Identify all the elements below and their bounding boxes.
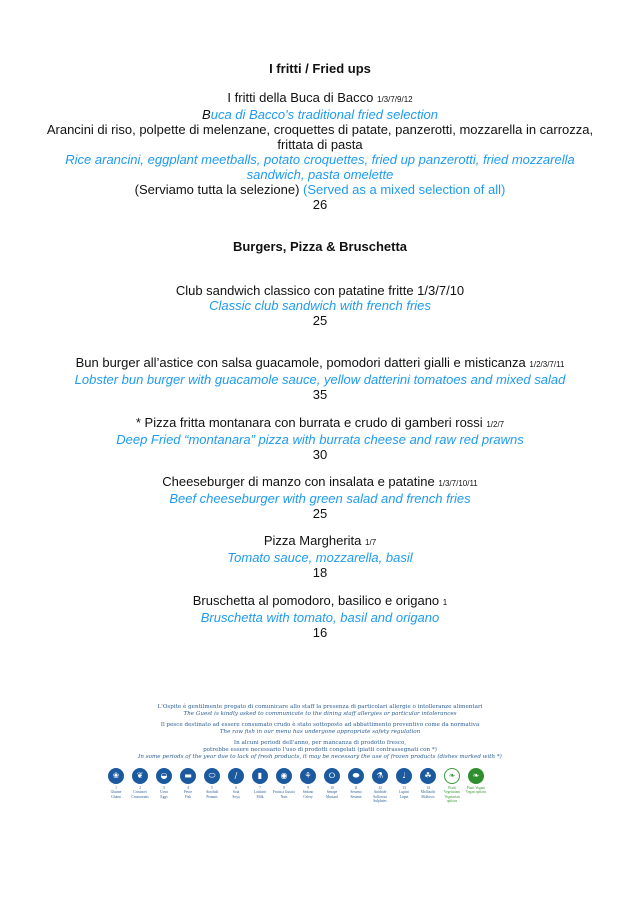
allergy-notice bbox=[100, 704, 540, 718]
item-name: I fritti della Buca di Bacco bbox=[227, 90, 374, 105]
allergen-num: 14 bbox=[426, 786, 430, 790]
item-english: Lobster bun burger with guacamole sauce, yellow datterini tomatoes and mixed salad bbox=[74, 372, 566, 387]
allergen-legend-item bbox=[272, 768, 296, 803]
item-english: Beef cheeseburger with green salad and french fries bbox=[169, 491, 471, 506]
allergen-legend-item bbox=[128, 768, 152, 803]
allergen-it: Latticini bbox=[253, 790, 267, 795]
allergen-en: Celery bbox=[303, 794, 313, 799]
section-title: Burgers, Pizza & Bruschetta bbox=[232, 239, 408, 254]
mustard-icon: ⭘ bbox=[324, 768, 340, 784]
allergen-it: Senape bbox=[326, 790, 338, 795]
allergen-it: Piatti Vegani bbox=[466, 786, 486, 790]
allergen-num: 1 bbox=[115, 786, 117, 790]
item-price: 18 bbox=[312, 565, 328, 580]
allergen-en: Mustard bbox=[326, 794, 338, 799]
allergen-it: Soia bbox=[232, 790, 240, 795]
menu-item bbox=[20, 355, 620, 402]
item-price: 35 bbox=[312, 387, 328, 402]
allergen-it: Uova bbox=[160, 790, 168, 795]
item-name: Pizza Margherita bbox=[263, 533, 362, 548]
allergen-num: 11 bbox=[354, 786, 358, 790]
item-allergens: 1/3/7/9/12 bbox=[377, 95, 413, 104]
item-english: uca di Bacco's traditional fried selection bbox=[210, 107, 438, 122]
section-title: I fritti / Fried ups bbox=[269, 61, 371, 76]
item-name: Bruschetta al pomodoro, basilico e origano bbox=[192, 593, 440, 608]
allergen-num: 3 bbox=[163, 786, 165, 790]
item-allergens: 1/3/7/10/11 bbox=[438, 479, 478, 488]
peanut-icon: ⬭ bbox=[204, 768, 220, 784]
allergen-legend-item bbox=[200, 768, 224, 803]
vegetarian-leaf-icon: ❧ bbox=[444, 768, 460, 784]
allergen-legend-item bbox=[296, 768, 320, 803]
allergen-it: Glutine bbox=[110, 790, 122, 795]
allergen-legend-item bbox=[320, 768, 344, 803]
wheat-icon: ❀ bbox=[108, 768, 124, 784]
allergen-en: Fish bbox=[184, 794, 192, 799]
allergen-en: Eggs bbox=[160, 794, 168, 799]
allergen-num: 13 bbox=[402, 786, 406, 790]
allergen-en: Vegetarian options bbox=[444, 794, 460, 803]
allergy-notice-en: The Guest is kindly asked to communicate to the dining staff allergies or particular intolerances bbox=[183, 711, 457, 717]
allergen-legend-item bbox=[416, 768, 440, 803]
allergen-it: Anidride Solforosa bbox=[373, 790, 387, 799]
item-price: 16 bbox=[312, 625, 328, 640]
allergen-en: Soya bbox=[232, 794, 240, 799]
item-name: Club sandwich classico con patatine fritte 1/3/7/10 bbox=[175, 283, 465, 298]
menu-item bbox=[40, 533, 600, 580]
flask-icon: ⚗ bbox=[372, 768, 388, 784]
allergen-num: 8 bbox=[283, 786, 285, 790]
egg-icon: ◒ bbox=[156, 768, 172, 784]
allergen-legend-item bbox=[176, 768, 200, 803]
allergen-en: Molluscs bbox=[421, 794, 435, 799]
item-description-english: Rice arancini, eggplant meetballs, potato croquettes, fried up panzerotti, fried mozzarella sandwich, pasta omelette bbox=[65, 152, 575, 182]
item-note: (Serviamo tutta la selezione) bbox=[134, 182, 300, 197]
frozen-notice bbox=[60, 740, 580, 761]
allergen-en: Vegan options bbox=[465, 790, 487, 795]
sesame-icon: ⬬ bbox=[348, 768, 364, 784]
allergen-en: Gluten bbox=[111, 794, 121, 799]
item-allergens: 1 bbox=[442, 598, 448, 607]
celery-icon: ⚘ bbox=[300, 768, 316, 784]
item-english-initial: B bbox=[202, 107, 211, 122]
item-english: Tomato sauce, mozzarella, basil bbox=[227, 550, 413, 565]
allergen-en: Crustaceans bbox=[131, 794, 149, 799]
item-name: Cheeseburger di manzo con insalata e patatine bbox=[162, 474, 435, 489]
item-allergens: 1/7 bbox=[365, 538, 377, 547]
item-english: Classic club sandwich with french fries bbox=[209, 298, 431, 313]
allergen-legend-item bbox=[440, 768, 464, 803]
allergen-en: Sulphites bbox=[373, 798, 387, 803]
item-price: 26 bbox=[312, 197, 328, 212]
raw-fish-notice-en: The raw fish in our menu has undergone appropriate safety regulation bbox=[219, 729, 421, 735]
allergen-legend bbox=[104, 768, 488, 803]
allergen-legend-item bbox=[464, 768, 488, 803]
menu-item bbox=[40, 474, 600, 521]
allergen-it: Piatti Vegetariani bbox=[443, 786, 461, 795]
allergen-legend-item bbox=[392, 768, 416, 803]
allergen-it: Sesamo bbox=[350, 790, 362, 795]
item-allergens: 1/2/3/7/11 bbox=[529, 360, 565, 369]
allergen-num: 5 bbox=[211, 786, 213, 790]
allergen-legend-item bbox=[152, 768, 176, 803]
item-english: Deep Fried “montanara” pizza with burrata cheese and raw red prawns bbox=[116, 432, 524, 447]
crab-icon: ❦ bbox=[132, 768, 148, 784]
allergen-en: Peanuts bbox=[206, 794, 218, 799]
allergen-it: Sedano bbox=[302, 790, 314, 795]
item-english: Bruschetta with tomato, basil and origano bbox=[200, 610, 440, 625]
allergy-notice-it: L'Ospite è gentilmente pregato di comunicare allo staff la presenza di particolari allergie o intolleranze alimentari bbox=[157, 704, 483, 710]
item-description: Arancini di riso, polpette di melenzane, croquettes di patate, panzerotti, mozzarella in carrozza, frittata di pasta bbox=[46, 122, 594, 152]
allergen-en: Milk bbox=[256, 794, 264, 799]
item-name: * Pizza fritta montanara con burrata e crudo di gamberi rossi bbox=[135, 415, 483, 430]
allergen-num: 4 bbox=[187, 786, 189, 790]
allergen-num: 9 bbox=[307, 786, 309, 790]
vegan-leaf-icon: ❧ bbox=[468, 768, 484, 784]
item-price: 25 bbox=[312, 313, 328, 328]
frozen-notice-en: In some periods of the year due to lack of fresh products, it may be necessary the use of frozen products (dishes marked with *) bbox=[138, 754, 502, 760]
item-price: 25 bbox=[312, 506, 328, 521]
allergen-it: Lupini bbox=[399, 790, 409, 795]
allergen-en: Lupin bbox=[399, 794, 409, 799]
nut-icon: ◉ bbox=[276, 768, 292, 784]
allergen-legend-item bbox=[368, 768, 392, 803]
frozen-notice-it-1: In alcuni periodi dell'anno, per mancanza di prodotto fresco, bbox=[233, 740, 407, 746]
item-price: 30 bbox=[312, 447, 328, 462]
allergen-num: 12 bbox=[378, 786, 382, 790]
allergen-it: Frutta a Guscio bbox=[272, 790, 296, 795]
menu-item bbox=[40, 283, 600, 328]
allergen-num: 2 bbox=[139, 786, 141, 790]
item-allergens: 1/2/7 bbox=[486, 420, 505, 429]
menu-item bbox=[40, 415, 600, 462]
allergen-en: Nuts bbox=[280, 794, 288, 799]
allergen-num: 10 bbox=[330, 786, 334, 790]
menu-item bbox=[40, 90, 600, 212]
mollusc-icon: ☘ bbox=[420, 768, 436, 784]
lupin-icon: ♩ bbox=[396, 768, 412, 784]
allergen-legend-item bbox=[344, 768, 368, 803]
allergen-legend-item bbox=[248, 768, 272, 803]
item-name: Bun burger all’astice con salsa guacamole, pomodori datteri gialli e misticanza bbox=[75, 355, 526, 370]
milk-icon: ▮ bbox=[252, 768, 268, 784]
allergen-en: Sesame bbox=[350, 794, 362, 799]
allergen-legend-item bbox=[224, 768, 248, 803]
allergen-it: Arachidi bbox=[205, 790, 219, 795]
allergen-num: 6 bbox=[235, 786, 237, 790]
item-note-english: (Served as a mixed selection of all) bbox=[303, 182, 506, 197]
allergen-it: Molluschi bbox=[420, 790, 436, 795]
soy-icon: ∕ bbox=[228, 768, 244, 784]
allergen-num: 7 bbox=[259, 786, 261, 790]
allergen-it: Crostacei bbox=[133, 790, 147, 795]
raw-fish-notice-it: Il pesce destinato ad essere consumato crudo è stato sottoposto ad abbattimento preventivo come da normativa bbox=[160, 722, 480, 728]
menu-item bbox=[40, 593, 600, 640]
fish-icon: ▬ bbox=[180, 768, 196, 784]
raw-fish-notice bbox=[100, 722, 540, 736]
allergen-legend-item bbox=[104, 768, 128, 803]
allergen-it: Pesce bbox=[183, 790, 193, 795]
frozen-notice-it-2: potrebbe essere necessario l'uso di prodotti congelati (piatti contrassegnati con *) bbox=[203, 747, 437, 753]
